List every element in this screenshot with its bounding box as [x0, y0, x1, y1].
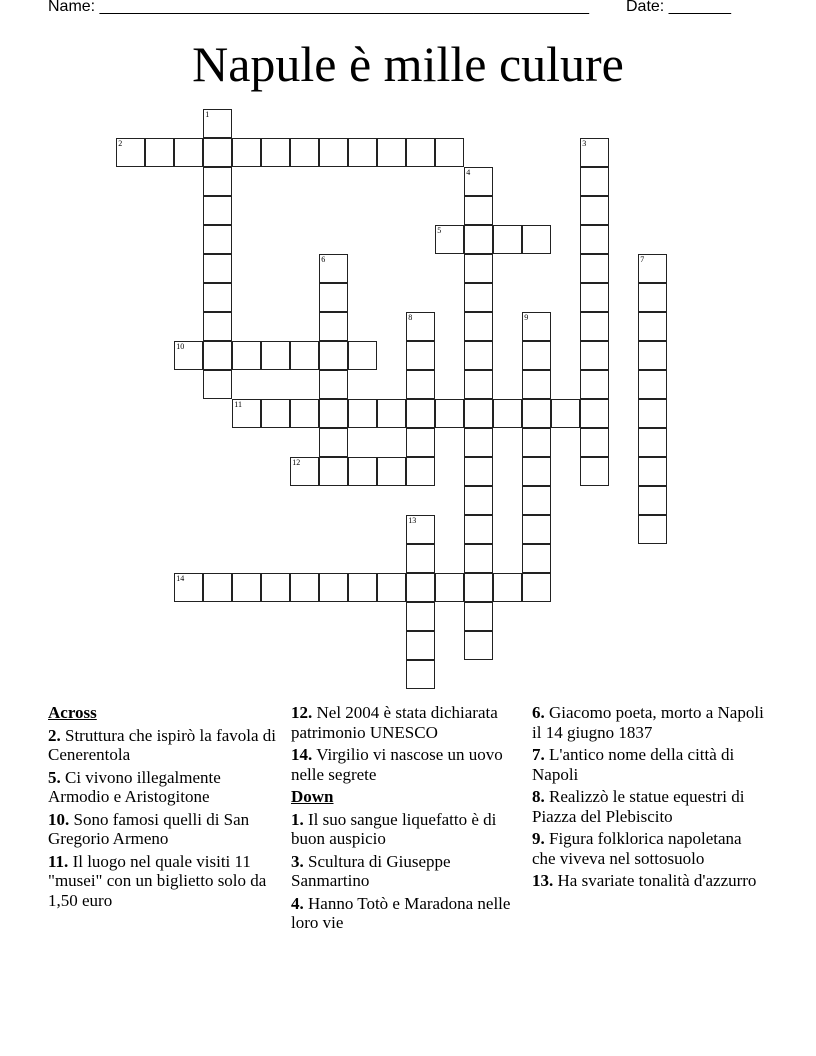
grid-cell[interactable] [580, 341, 609, 370]
grid-cell[interactable] [638, 312, 667, 341]
grid-cell[interactable] [464, 254, 493, 283]
grid-cell[interactable] [493, 399, 522, 428]
grid-cell[interactable] [638, 515, 667, 544]
grid-cell[interactable] [319, 283, 348, 312]
grid-cell[interactable] [116, 138, 145, 167]
grid-cell[interactable] [435, 573, 464, 602]
clue-num: 7. [532, 745, 545, 764]
clue-number: 1 [205, 110, 210, 120]
grid-cell[interactable] [232, 573, 261, 602]
grid-cell[interactable] [580, 196, 609, 225]
grid-cell[interactable] [348, 399, 377, 428]
grid-cell[interactable] [232, 399, 261, 428]
grid-cell[interactable] [261, 399, 290, 428]
grid-cell[interactable] [406, 515, 435, 544]
grid-cell[interactable] [580, 457, 609, 486]
grid-cell[interactable] [493, 573, 522, 602]
clue-text: Sono famosi quelli di San Gregorio Armeno [48, 809, 250, 848]
name-label: Name: [48, 0, 96, 15]
grid-cell[interactable] [464, 341, 493, 370]
grid-cell[interactable] [406, 312, 435, 341]
grid-cell[interactable] [203, 283, 232, 312]
grid-cell[interactable] [261, 138, 290, 167]
clue-num: 8. [532, 787, 545, 806]
clue-text: L'antico nome della città di Napoli [532, 745, 735, 784]
grid-cell[interactable] [232, 341, 261, 370]
grid-cell[interactable] [406, 138, 435, 167]
grid-cell[interactable] [464, 515, 493, 544]
clue-num: 13. [532, 871, 554, 890]
grid-cell[interactable] [203, 138, 232, 167]
clue-text: Il suo sangue liquefatto è di buon auspicio [291, 809, 497, 848]
clue-num: 5. [48, 767, 61, 787]
grid-cell[interactable] [464, 196, 493, 225]
grid-cell[interactable] [348, 341, 377, 370]
clues-column-2 [291, 703, 526, 936]
clue-number: 13 [408, 516, 417, 526]
down-clue [532, 787, 767, 826]
grid-cell[interactable] [638, 457, 667, 486]
clue-num: 14. [291, 745, 313, 764]
clue-text: Figura folklorica napoletana che viveva nel sottosuolo [532, 829, 742, 868]
grid-cell[interactable] [348, 138, 377, 167]
grid-cell[interactable] [551, 399, 580, 428]
grid-cell[interactable] [580, 399, 609, 428]
grid-cell[interactable] [406, 631, 435, 660]
grid-cell[interactable] [203, 573, 232, 602]
grid-cell[interactable] [406, 602, 435, 631]
clue-number: 9 [524, 313, 529, 323]
across-clue [48, 852, 283, 911]
down-clue [532, 871, 767, 891]
grid-cell[interactable] [145, 138, 174, 167]
clue-number: 4 [466, 168, 471, 178]
grid-cell[interactable] [406, 341, 435, 370]
grid-cell[interactable] [464, 486, 493, 515]
grid-cell[interactable] [203, 254, 232, 283]
grid-cell[interactable] [522, 515, 551, 544]
date-label: Date: [626, 0, 665, 15]
grid-cell[interactable] [638, 399, 667, 428]
grid-cell[interactable] [638, 428, 667, 457]
clue-number: 2 [118, 139, 123, 149]
grid-cell[interactable] [406, 399, 435, 428]
grid-cell[interactable] [638, 254, 667, 283]
date-field[interactable] [626, 0, 731, 16]
grid-cell[interactable] [319, 138, 348, 167]
grid-cell[interactable] [290, 573, 319, 602]
down-clue [291, 810, 526, 849]
grid-cell[interactable] [464, 225, 493, 254]
grid-cell[interactable] [174, 573, 203, 602]
grid-cell[interactable] [522, 225, 551, 254]
clue-text: Struttura che ispirò la favola di Cenerentola [48, 725, 277, 764]
grid-cell[interactable] [319, 370, 348, 399]
down-clue [291, 852, 526, 891]
grid-cell[interactable] [203, 370, 232, 399]
grid-cell[interactable] [522, 457, 551, 486]
grid-cell[interactable] [319, 341, 348, 370]
grid-cell[interactable] [435, 225, 464, 254]
grid-cell[interactable] [290, 457, 319, 486]
grid-cell[interactable] [290, 341, 319, 370]
grid-cell[interactable] [580, 283, 609, 312]
grid-cell[interactable] [319, 312, 348, 341]
clue-text: Realizzò le statue equestri di Piazza del Plebiscito [532, 787, 745, 826]
clue-number: 11 [234, 400, 242, 410]
grid-cell[interactable] [174, 341, 203, 370]
grid-cell[interactable] [348, 457, 377, 486]
grid-cell[interactable] [406, 457, 435, 486]
clue-num: 10. [48, 809, 70, 829]
clue-num: 2. [48, 725, 61, 745]
grid-cell[interactable] [638, 370, 667, 399]
grid-cell[interactable] [522, 544, 551, 573]
clue-num: 12. [291, 703, 313, 722]
grid-cell[interactable] [464, 457, 493, 486]
across-clue [48, 726, 283, 765]
grid-cell[interactable] [319, 428, 348, 457]
name-line: _______________________________________________________ [99, 0, 589, 15]
grid-cell[interactable] [435, 399, 464, 428]
grid-cell[interactable] [580, 428, 609, 457]
grid-cell[interactable] [522, 486, 551, 515]
grid-cell[interactable] [406, 660, 435, 689]
grid-cell[interactable] [580, 225, 609, 254]
grid-cell[interactable] [406, 573, 435, 602]
name-field[interactable] [48, 0, 589, 16]
grid-cell[interactable] [203, 167, 232, 196]
grid-cell[interactable] [232, 138, 261, 167]
clue-text: Hanno Totò e Maradona nelle loro vie [291, 893, 511, 932]
clue-text: Ha svariate tonalità d'azzurro [557, 871, 757, 890]
grid-cell[interactable] [290, 399, 319, 428]
grid-cell[interactable] [464, 573, 493, 602]
clue-text: Scultura di Giuseppe Sanmartino [291, 851, 451, 890]
grid-cell[interactable] [522, 370, 551, 399]
date-line: _______ [668, 0, 731, 15]
clue-number: 12 [292, 458, 301, 468]
grid-cell[interactable] [406, 370, 435, 399]
grid-cell[interactable] [638, 341, 667, 370]
grid-cell[interactable] [319, 254, 348, 283]
grid-cell[interactable] [377, 399, 406, 428]
clues-column-1 [48, 703, 283, 913]
grid-cell[interactable] [464, 428, 493, 457]
grid-cell[interactable] [406, 544, 435, 573]
clue-text: Nel 2004 è stata dichiarata patrimonio UNESCO [291, 703, 498, 742]
grid-cell[interactable] [319, 399, 348, 428]
grid-cell[interactable] [261, 573, 290, 602]
grid-cell[interactable] [203, 312, 232, 341]
clue-number: 10 [176, 342, 185, 352]
clue-num: 11. [48, 851, 69, 871]
clue-num: 3. [291, 851, 304, 871]
grid-cell[interactable] [464, 283, 493, 312]
grid-cell[interactable] [522, 573, 551, 602]
grid-cell[interactable] [203, 196, 232, 225]
grid-cell[interactable] [464, 312, 493, 341]
grid-cell[interactable] [377, 573, 406, 602]
grid-cell[interactable] [203, 341, 232, 370]
grid-cell[interactable] [464, 631, 493, 660]
grid-cell[interactable] [522, 341, 551, 370]
clue-number: 8 [408, 313, 413, 323]
grid-cell[interactable] [464, 544, 493, 573]
grid-cell[interactable] [580, 254, 609, 283]
grid-cell[interactable] [464, 602, 493, 631]
grid-cell[interactable] [464, 399, 493, 428]
across-clue [291, 703, 526, 742]
grid-cell[interactable] [580, 370, 609, 399]
grid-cell[interactable] [290, 138, 319, 167]
grid-cell[interactable] [522, 399, 551, 428]
clue-number: 3 [582, 139, 587, 149]
clue-text: Ci vivono illegalmente Armodio e Aristogitone [48, 767, 221, 806]
clue-number: 14 [176, 574, 185, 584]
grid-cell[interactable] [522, 428, 551, 457]
grid-cell[interactable] [203, 109, 232, 138]
clue-number: 6 [321, 255, 326, 265]
across-clue [48, 768, 283, 807]
down-heading: Down [291, 787, 334, 806]
grid-cell[interactable] [638, 283, 667, 312]
across-clue [48, 810, 283, 849]
clue-number: 5 [437, 226, 442, 236]
grid-cell[interactable] [493, 225, 522, 254]
grid-cell[interactable] [348, 573, 377, 602]
clue-num: 9. [532, 829, 545, 848]
grid-cell[interactable] [174, 138, 203, 167]
clue-text: Giacomo poeta, morto a Napoli il 14 giugno 1837 [532, 703, 764, 742]
grid-cell[interactable] [261, 341, 290, 370]
grid-cell[interactable] [319, 457, 348, 486]
grid-cell[interactable] [580, 138, 609, 167]
grid-cell[interactable] [580, 167, 609, 196]
grid-cell[interactable] [203, 225, 232, 254]
page-title: Napule è mille culure [192, 36, 624, 92]
grid-cell[interactable] [522, 312, 551, 341]
down-clue [291, 894, 526, 933]
clue-num: 6. [532, 703, 545, 722]
clue-num: 4. [291, 893, 304, 913]
grid-cell[interactable] [580, 312, 609, 341]
grid-cell[interactable] [638, 486, 667, 515]
clue-text: Il luogo nel quale visiti 11 "musei" con un biglietto solo da 1,50 euro [48, 851, 267, 910]
down-clue [532, 703, 767, 742]
grid-cell[interactable] [377, 138, 406, 167]
clue-num: 1. [291, 809, 304, 829]
grid-cell[interactable] [319, 573, 348, 602]
grid-cell[interactable] [464, 370, 493, 399]
grid-cell[interactable] [406, 428, 435, 457]
across-clue [291, 745, 526, 784]
clue-text: Virgilio vi nascose un uovo nelle segrete [291, 745, 503, 784]
clues-column-3 [532, 703, 767, 894]
grid-cell[interactable] [377, 457, 406, 486]
down-clue [532, 829, 767, 868]
down-clue [532, 745, 767, 784]
across-heading: Across [48, 703, 97, 722]
grid-cell[interactable] [464, 167, 493, 196]
clue-number: 7 [640, 255, 645, 265]
grid-cell[interactable] [435, 138, 464, 167]
